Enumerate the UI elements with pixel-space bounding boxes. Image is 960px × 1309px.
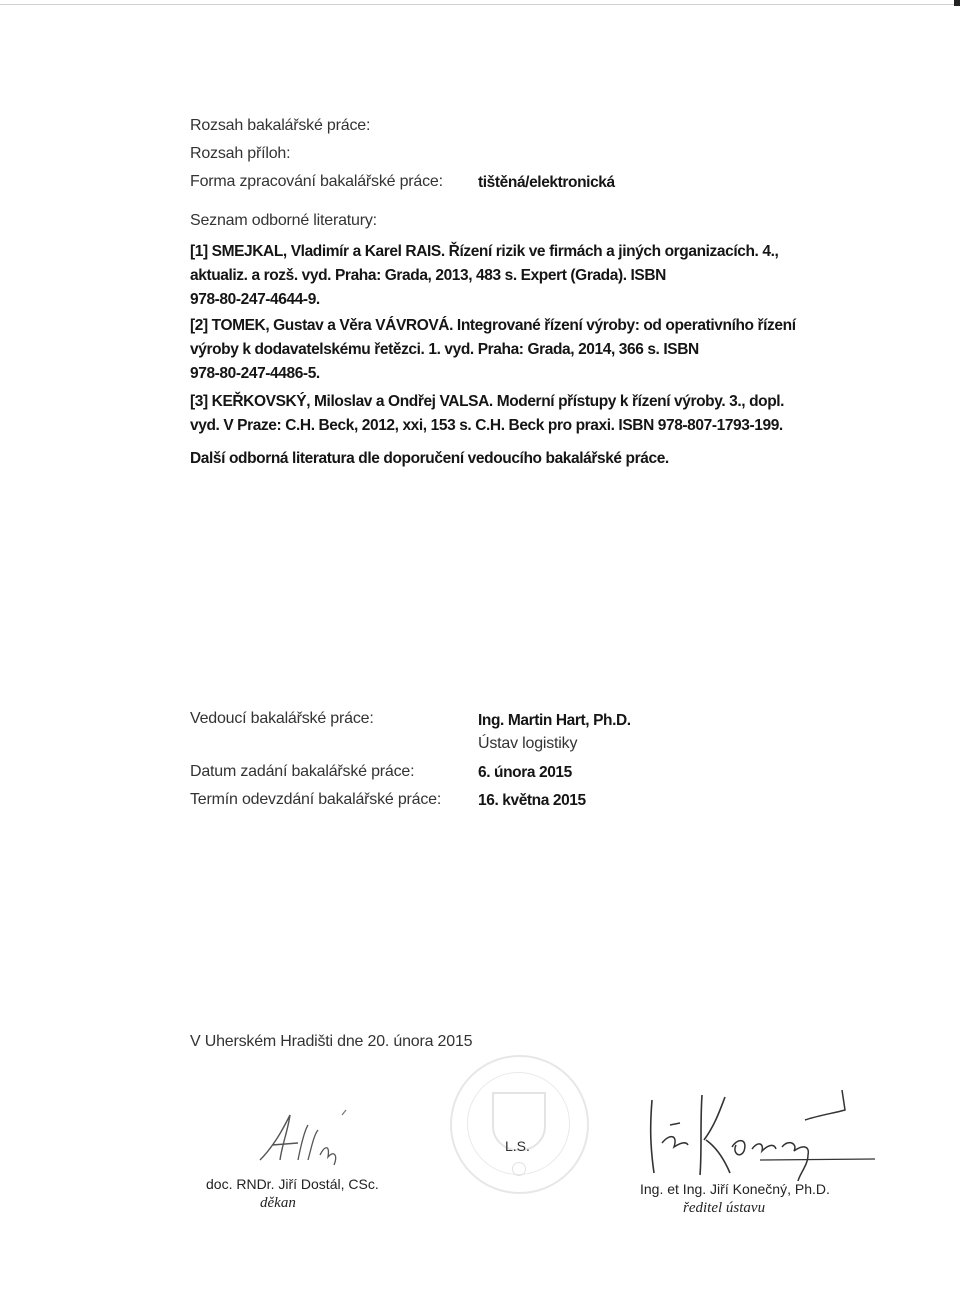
reference-3 [190, 390, 830, 438]
reditel-signature-icon [640, 1085, 880, 1185]
reference-2-line: [2] TOMEK, Gustav a Věra VÁVROVÁ. Integrované řízení výroby: od operativního řízení [190, 317, 796, 334]
reference-1-line: aktualiz. a rozš. vyd. Praha: Grada, 2013, 483 s. Expert (Grada). ISBN [190, 267, 666, 284]
place-date: V Uherském Hradišti dne 20. února 2015 [190, 1033, 473, 1050]
termin-label: Termín odevzdání bakalářské práce: [190, 791, 442, 808]
university-stamp [450, 1055, 589, 1194]
forma-value: tištěná/elektronická [478, 174, 615, 191]
dekan-name: doc. RNDr. Jiří Dostál, CSc. [206, 1176, 379, 1192]
reditel-name: Ing. et Ing. Jiří Konečný, Ph.D. [640, 1181, 830, 1197]
reference-3-line: [3] KEŘKOVSKÝ, Miloslav a Ondřej VALSA. Moderní přístupy k řízení výroby. 3., dopl. [190, 393, 785, 410]
dekan-signature-icon [250, 1105, 360, 1175]
forma-label: Forma zpracování bakalářské práce: [190, 173, 443, 190]
rozsah-prace-label: Rozsah bakalářské práce: [190, 117, 371, 134]
reference-1-line: [1] SMEJKAL, Vladimír a Karel RAIS. Řízení rizik ve firmách a jiných organizacích. 4., [190, 243, 779, 260]
page-top-edge [0, 4, 960, 5]
datum-zadani-label: Datum zadání bakalářské práce: [190, 763, 415, 780]
reference-3-line: vyd. V Praze: C.H. Beck, 2012, xxi, 153 s. C.H. Beck pro praxi. ISBN 978-807-1793-199. [190, 417, 783, 434]
stamp-seal-dot [512, 1162, 526, 1176]
page-corner-mark [954, 0, 960, 6]
dalsi-literatura: Další odborná literatura dle doporučení vedoucího bakalářské práce. [190, 450, 669, 467]
datum-zadani-value: 6. února 2015 [478, 764, 572, 781]
reference-2-line: 978-80-247-4486-5. [190, 365, 320, 382]
vedouci-name: Ing. Martin Hart, Ph.D. [478, 712, 631, 729]
rozsah-priloh-label: Rozsah příloh: [190, 145, 291, 162]
reference-2 [190, 314, 830, 386]
vedouci-ustav: Ústav logistiky [478, 735, 578, 752]
reditel-role: ředitel ústavu [683, 1200, 766, 1216]
reference-1 [190, 240, 830, 312]
stamp-label: L.S. [505, 1138, 530, 1154]
termin-value: 16. května 2015 [478, 792, 586, 809]
vedouci-label: Vedoucí bakalářské práce: [190, 710, 374, 727]
dekan-role: děkan [260, 1195, 296, 1211]
reference-2-line: výroby k dodavatelskému řetězci. 1. vyd. Praha: Grada, 2014, 366 s. ISBN [190, 341, 699, 358]
literatura-heading: Seznam odborné literatury: [190, 212, 377, 229]
reference-1-line: 978-80-247-4644-9. [190, 291, 320, 308]
